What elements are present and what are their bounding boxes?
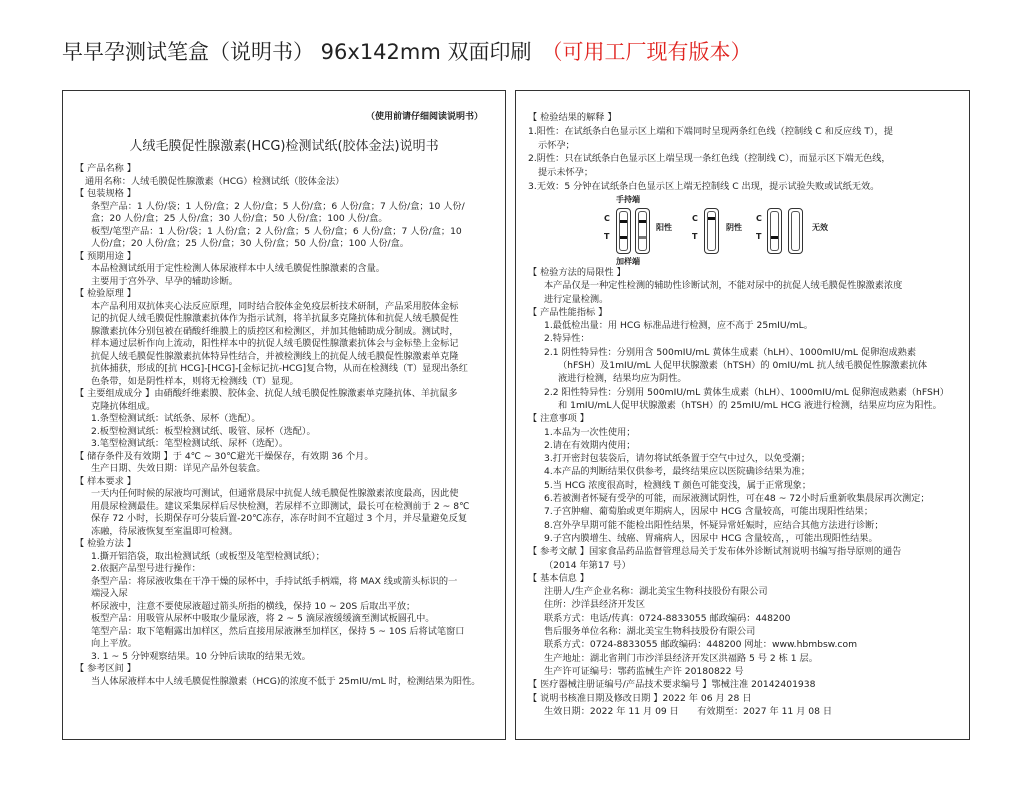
section-heading: 1.阳性：在试纸条白色显示区上端和下端同时呈现两条红色线（控制线 C 和反应线 T），提: [528, 125, 893, 137]
section-heading: 【 检验方法的局限性 】: [528, 267, 626, 278]
invalid-strip-1: [767, 208, 782, 254]
body-line: 1.撕开铝箔袋，取出检测试纸（或板型及笔型检测试纸）；: [91, 550, 325, 562]
t-label: T: [604, 232, 610, 241]
body-line: 1.本品为一次性使用；: [544, 426, 636, 438]
body-line: 1.最低检出量：用 HCG 标准品进行检测，应不高于 25mIU/mL。: [544, 320, 813, 332]
section-heading: 【 主要组成成分 】由硝酸纤维素膜、胶体金、抗促人绒毛膜促性腺激素单克隆抗体、羊抗鼠多: [75, 388, 458, 399]
body-line: 和 1mIU/mL人促甲状腺激素（hTSH）的 25mIU/mL HCG 液进行检测，结果应均应为阳性。: [558, 399, 942, 411]
body-line: 2.依据产品型号进行操作：: [91, 563, 201, 574]
section-heading: 【 参考区间 】: [75, 663, 136, 674]
body-line: 2.特异性：: [544, 333, 590, 345]
body-line: 生效日期：2022 年 11 月 09 日 有效期至：2027 年 11 月 08 日: [544, 705, 833, 717]
section-heading: 【 注意事项 】: [528, 413, 589, 425]
body-line: 主要用于宫外孕、早孕的辅助诊断。: [91, 275, 238, 287]
c-label-inv: C: [756, 214, 762, 223]
body-line: 生产许可证编号：鄂药监械生产许 20180822 号: [544, 665, 744, 677]
section-heading: 【 样本要求 】: [75, 475, 136, 487]
body-line: 液进行检测，结果均应为阴性。: [558, 373, 687, 385]
body-line: 本产品仅是一种定性检测的辅助性诊断试剂，不能对尿中的抗促人绒毛膜促性腺激素浓度: [544, 280, 903, 292]
section-heading: 【 储存条件及有效期 】于 4℃ ~ 30℃避光干燥保存，有效期 36 个月。: [75, 450, 374, 462]
section-heading: 【 包装规格 】: [75, 188, 136, 199]
body-line: 4.本产品的判断结果仅供参考，最终结果应以医院确诊结果为准；: [544, 466, 811, 478]
result-diagram: [604, 194, 876, 266]
positive-label: 阳性: [656, 223, 672, 232]
left-body: [75, 163, 497, 688]
body-line: 示怀孕；: [538, 139, 575, 151]
document-title: 人绒毛膜促性腺激素(HCG)检测试纸(胶体金法)说明书: [129, 139, 439, 154]
body-line: 笔型产品：取下笔帽露出加样区，然后直接用尿液淋至加样区，保持 5 ~ 10S 后将试笔窗口: [91, 625, 465, 637]
body-line: 人份/盒；20 人份/盒；25 人份/盒；30 人份/盒；50 人份/盒；100 人份/盒。: [91, 238, 409, 249]
body-line: 本产品利用双抗体夹心法反应原理，同时结合胶体金免疫层析技术研制，产品采用胶体金标: [91, 300, 459, 312]
left-page: [62, 90, 506, 740]
body-line: 杯尿液中，注意不要使尿液超过箭头所指的横线，保持 10 ~ 20S 后取出平放；: [91, 600, 416, 612]
body-line: 条型产品：1 人份/袋；1 人份/盒；2 人份/盒；5 人份/盒；6 人份/盒；7 人份/盒；10 人份/: [91, 200, 465, 212]
body-line: 色条带，如是阴性样本，则将无检测线（T）显现。: [91, 375, 299, 387]
c-label-neg: C: [692, 214, 698, 223]
header-note: （可用工厂现有版本）: [541, 40, 752, 64]
body-line: 联系方式：0724-8833055 邮政编码：448200 网址：www.hbmbsw.com: [544, 639, 858, 651]
section-heading: 【 检验方法 】: [75, 538, 136, 549]
invalid-strip-2: [788, 208, 803, 254]
body-line: 提示未怀孕；: [538, 167, 594, 179]
section-heading: 【 产品性能指标 】: [528, 306, 608, 318]
body-line: 8.宫外孕早期可能不能检出阳性结果，怀疑异常妊娠时，应结合其他方法进行诊断；: [544, 519, 884, 531]
result-interpretation: [528, 111, 961, 194]
body-line: 联系方式：电话/传真：0724-8833055 邮政编码：448200: [544, 612, 791, 624]
t-label-inv: T: [756, 232, 762, 241]
body-line: 2.板型检测试纸：板型检测试纸、吸管、尿杯（选配）。: [91, 425, 316, 437]
body-line: 进行定量检测。: [544, 293, 609, 305]
body-line: 板型产品：用吸管从尿杯中吸取少量尿液，将 2 ~ 5 滴尿液缓缓滴至测试板圆孔中。: [91, 613, 435, 624]
t-label-neg: T: [692, 232, 698, 241]
body-line: 注册人/生产企业名称：湖北美宝生物科技股份有限公司: [544, 586, 768, 598]
body-line: 冻融，待尿液恢复至室温即可检测。: [91, 525, 238, 537]
body-line: 本品检测试纸用于定性检测人体尿液样本中人绒毛膜促性腺激素的含量。: [91, 263, 385, 274]
body-line: 售后服务单位名称：湖北美宝生物科技股份有限公司: [544, 626, 756, 638]
body-line: 克隆抗体组成。: [91, 400, 156, 412]
positive-strip-1: [616, 208, 631, 254]
c-label: C: [604, 214, 610, 223]
section-heading: 【 医疗器械注册证编号/产品技术要求编号 】鄂械注准 20142401938: [528, 679, 816, 691]
body-line: （2014 年第17 号）: [544, 559, 631, 571]
negative-label: 阴性: [726, 223, 742, 232]
body-line: 端浸入尿: [91, 588, 128, 599]
body-line: 2.2 阳性特异性：分别用 500mIU/mL 黄体生成素（hLH）、1000mIU/mL 促卵泡成熟素（hFSH）: [544, 386, 949, 398]
body-line: 3.打开密封包装袋后，请勿将试纸条置于空气中过久，以免受潮；: [544, 453, 811, 465]
body-line: 6.若被测者怀疑有受孕的可能，而尿液测试阴性，可在48 ~ 72小时后重新收集晨尿再次测定；: [544, 493, 930, 505]
section-heading: 【 预期用途 】: [75, 250, 136, 262]
header-title: 早早孕测试笔盒（说明书） 96x142mm 双面印刷: [62, 40, 532, 64]
right-body: [528, 266, 961, 718]
body-line: 腺激素抗体分别包被在硝酸纤维膜上的质控区和检测区，并加其他辅助成分制成。测试时，: [91, 325, 459, 337]
body-line: 2.请在有效期内使用；: [544, 439, 636, 451]
body-line: 当人体尿液样本中人绒毛膜促性腺激素（HCG)的浓度不低于 25mIU/mL 时，检测结果为阳性。: [91, 675, 481, 687]
body-line: 保存 72 小时，长期保存可分装后置-20℃冻存，冻存时间不宜超过 3 个月，并尽量避免反复: [91, 513, 468, 524]
body-line: 3. 1 ~ 5 分钟观察结果。10 分钟后读取的结果无效。: [91, 650, 311, 662]
body-line: 用晨尿检测最佳。建议采集尿样后尽快检测，若尿样不立即测试，最长可在检测前于 2 ~ 8℃: [91, 500, 470, 512]
body-line: 条型产品：将尿液收集在干净干燥的尿杯中，手持试纸手柄端，将 MAX 线或箭头标识的一: [91, 575, 458, 587]
body-line: 记的抗促人绒毛膜促性腺激素抗体作为指示试剂，将羊抗鼠多克隆抗体和抗促人绒毛膜促性: [91, 313, 459, 324]
body-line: 1.条型检测试纸：试纸条、尿杯（选配）。: [91, 413, 261, 424]
body-line: 样本通过层析作向上流动，阳性样本中的抗促人绒毛膜促性腺激素抗体会与金标垫上金标记: [91, 338, 459, 349]
body-line: 生产日期、失效日期：详见产品外包装盒。: [91, 463, 266, 474]
positive-strip-2: [635, 208, 650, 254]
section-heading: 2.阴性：只在试纸条白色显示区上端呈现一条红色线（控制线 C），而显示区下端无色线，: [528, 153, 891, 165]
body-line: 盒；20 人份/盒；25 人份/盒；30 人份/盒；50 人份/盒；100 人份/盒。: [91, 213, 388, 224]
body-line: 3.笔型检测试纸：笔型检测试纸、尿杯（选配）。: [91, 438, 289, 449]
sample-end-label: 加样端: [616, 257, 640, 266]
page-header: [62, 36, 752, 66]
body-line: 抗促人绒毛膜促性腺激素抗体特异性结合，并被检测线上的抗促人绒毛膜促性腺激素单克隆: [91, 350, 459, 362]
body-line: （hFSH）及1mIU/mL 人促甲状腺激素（hTSH）的 0mIU/mL 抗人绒毛膜促性腺激素抗体: [558, 360, 928, 372]
body-line: 板型/笔型产品：1 人份/袋；1 人份/盒；2 人份/盒；5 人份/盒；6 人份/盒；7 人份/盒；10: [91, 225, 462, 237]
body-line: 9.子宫内膜增生、绒癌、胃痛病人，因尿中 HCG 含量较高，，可能出现阳性结果。: [544, 532, 878, 544]
body-line: 向上平放。: [91, 638, 137, 649]
section-heading: 【 参考文献 】国家食品药品监督管理总局关于发布体外诊断试剂说明书编写指导原则的通告: [528, 546, 902, 558]
body-line: 通用名称：人绒毛膜促性腺激素（HCG）检测试纸（胶体金法）: [85, 175, 345, 187]
section-heading: 【 说明书核准日期及修改日期 】2022 年 06 月 28 日: [528, 692, 752, 704]
body-line: 2.1 阴性特异性：分别用含 500mIU/mL 黄体生成素（hLH）、1000mIU/mL 促卵泡成熟素: [544, 346, 917, 358]
body-line: 住所：沙洋县经济开发区: [544, 599, 646, 611]
section-heading: 3.无效：5 分钟在试纸条白色显示区上端无控制线 C 出现，提示试验失败或试纸无效。: [528, 180, 880, 192]
body-line: 一天内任何时候的尿液均可测试，但通常晨尿中抗促人绒毛膜促性腺激素浓度最高，因此使: [91, 488, 459, 499]
body-line: 5.当 HCG 浓度很高时，检测线 T 颜色可能变浅，属于正常现象；: [544, 479, 812, 491]
handle-end-label: 手持端: [616, 195, 640, 204]
body-line: 抗体捕获，形成的[抗 HCG]-[HCG]-[金标记抗-HCG]复合物，从而在检测线（T）显现出条红: [91, 363, 468, 374]
section-heading: 【 检验原理 】: [75, 288, 136, 299]
body-line: 7.子宫肿瘤、葡萄胎或更年期病人，因尿中 HCG 含量较高，可能出现阳性结果；: [544, 506, 874, 518]
right-page: [515, 90, 970, 740]
read-before-use-note: （使用前请仔细阅读说明书）: [365, 112, 483, 122]
body-line: 生产地址：湖北省荆门市沙洋县经济开发区洪福路 5 号 2 栋 1 层。: [544, 652, 818, 664]
invalid-label: 无效: [812, 223, 828, 232]
section-heading: 【 产品名称 】: [75, 163, 136, 174]
negative-strip: [704, 208, 719, 254]
section-heading: 【 基本信息 】: [528, 572, 589, 584]
section-heading: 【 检验结果的解释 】: [528, 112, 617, 123]
